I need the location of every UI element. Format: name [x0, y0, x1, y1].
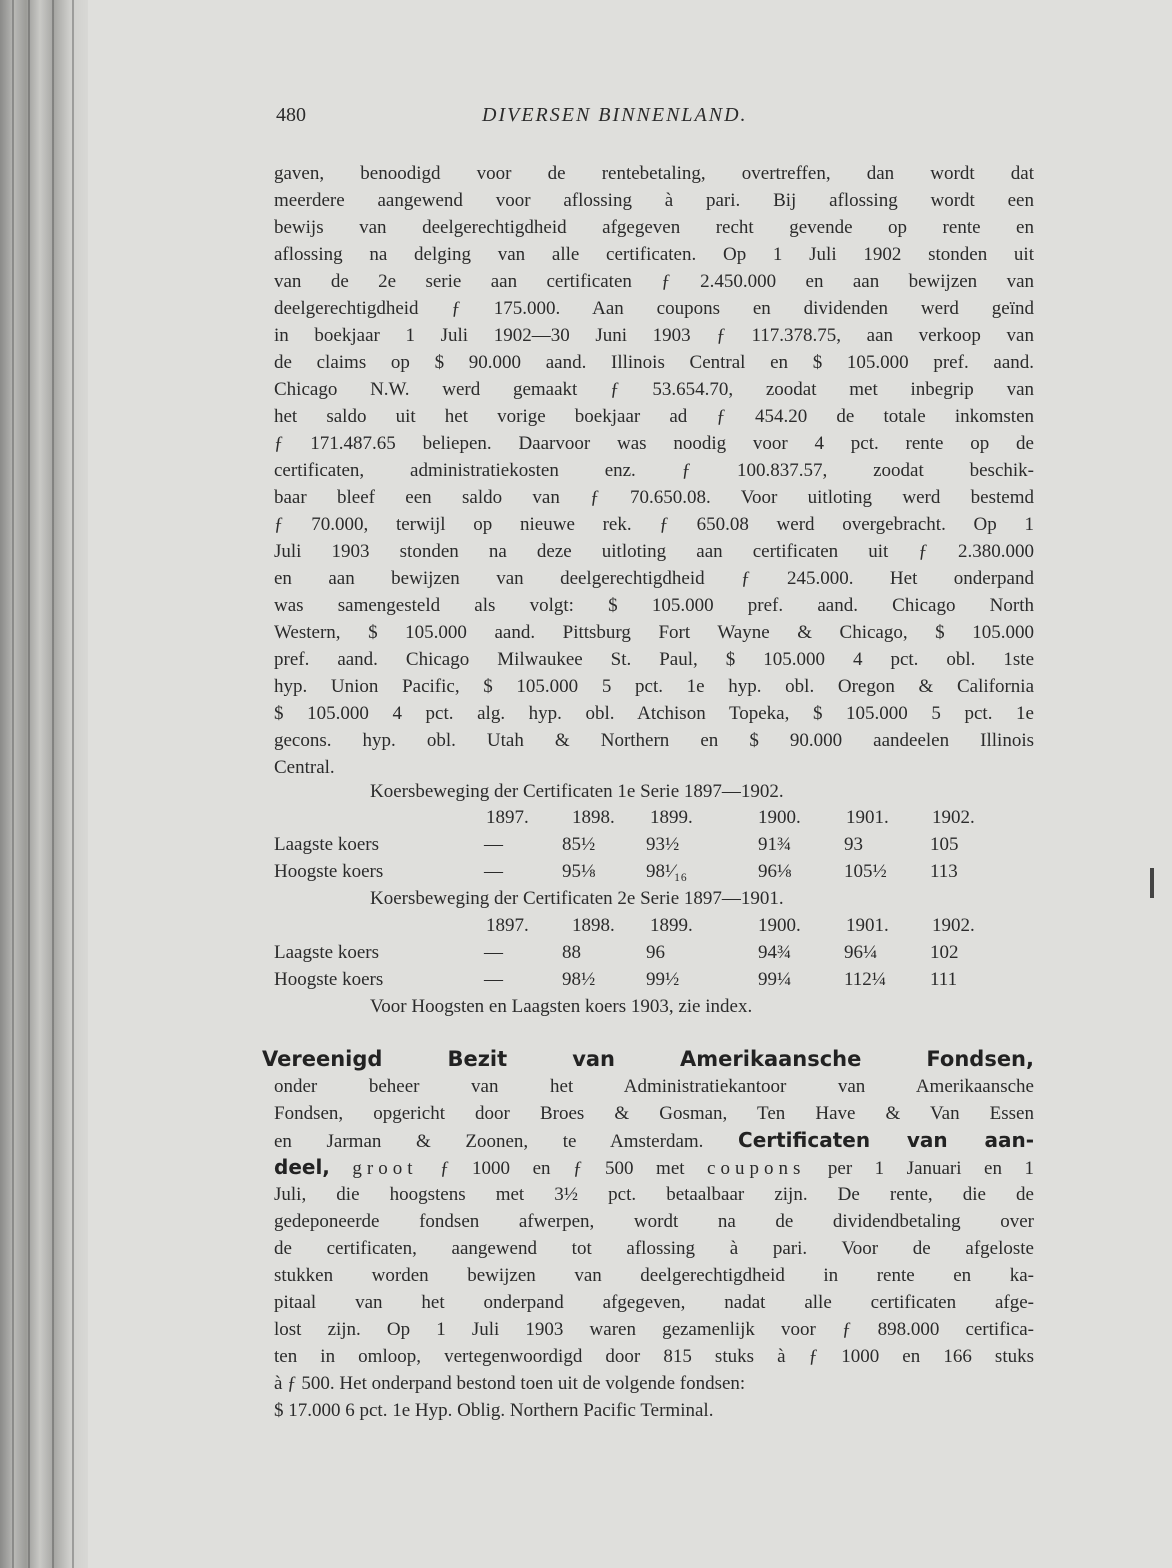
- text-line: was samengesteld als volgt: $ 105.000 pref. aand. Chicago North: [274, 595, 1034, 616]
- text-run: ƒ 1000 en ƒ 500 met: [440, 1158, 685, 1179]
- table-cell: 111: [930, 969, 958, 990]
- text-line: ƒ 171.487.65 beliepen. Daarvoor was noodig voor 4 pct. rente op de: [274, 433, 1034, 454]
- year-cell: 1901.: [846, 915, 889, 936]
- section-heading: Vereenigd Bezit van Amerikaansche Fondsen,: [262, 1047, 1034, 1071]
- text-line: hyp. Union Pacific, $ 105.000 5 pct. 1e hyp. obl. Oregon & California: [274, 676, 1034, 697]
- running-title: DIVERSEN BINNENLAND.: [482, 104, 748, 126]
- binding-line: [12, 0, 14, 1568]
- year-cell: 1899.: [650, 807, 693, 828]
- text-line: aflossing na delging van alle certificaten. Op 1 Juli 1902 stonden uit: [274, 244, 1034, 265]
- table-cell: 96¼: [844, 942, 878, 963]
- table-row: [274, 939, 1034, 966]
- text-line: deelgerechtigdheid ƒ 175.000. Aan coupons en dividenden werd geïnd: [274, 298, 1034, 319]
- binding-line: [52, 0, 54, 1568]
- table-cell: 98¹⁄₁₆: [646, 861, 688, 882]
- book-binding-edge: [0, 0, 88, 1568]
- year-cell: 1901.: [846, 807, 889, 828]
- table-cell: 98½: [562, 969, 596, 990]
- text-line: $ 105.000 4 pct. alg. hyp. obl. Atchison Topeka, $ 105.000 5 pct. 1e: [274, 703, 1034, 724]
- text-line: [274, 1127, 1034, 1154]
- text-line: baar bleef een saldo van ƒ 70.650.08. Voor uitloting werd bestemd: [274, 487, 1034, 508]
- table-cell: 96⅛: [758, 861, 792, 882]
- table-cell: 85½: [562, 834, 596, 855]
- row-label: Laagste koers: [274, 942, 379, 963]
- year-cell: 1897.: [486, 915, 529, 936]
- table-cell: 99½: [646, 969, 680, 990]
- year-cell: 1899.: [650, 915, 693, 936]
- table-year-row: [274, 912, 1034, 939]
- table-year-row: [274, 804, 1034, 831]
- table-cell: 102: [930, 942, 959, 963]
- table-row: [274, 966, 1034, 993]
- row-label: Hoogste koers: [274, 969, 384, 990]
- table-cell: —: [484, 942, 503, 963]
- page-edge-mark: [1150, 868, 1154, 898]
- row-label: Laagste koers: [274, 834, 379, 855]
- text-line: de claims op $ 90.000 aand. Illinois Central en $ 105.000 pref. aand.: [274, 352, 1034, 373]
- year-cell: 1902.: [932, 807, 975, 828]
- binding-line: [28, 0, 30, 1568]
- table-cell: 105: [930, 834, 959, 855]
- table-cell: —: [484, 861, 503, 882]
- page-header: [276, 100, 1036, 134]
- text-run: en Jarman & Zoonen, te Amsterdam.: [274, 1131, 704, 1152]
- text-line: ƒ 70.000, terwijl op nieuwe rek. ƒ 650.08 werd overgebracht. Op 1: [274, 514, 1034, 535]
- text-line: Fondsen, opgericht door Broes & Gosman, Ten Have & Van Essen: [274, 1103, 1034, 1124]
- text-line: Juli, die hoogstens met 3½ pct. betaalbaar zijn. De rente, die de: [274, 1184, 1034, 1205]
- year-cell: 1902.: [932, 915, 975, 936]
- text-line: meerdere aangewend voor aflossing à pari. Bij aflossing wordt een: [274, 190, 1034, 211]
- text-line: à ƒ 500. Het onderpand bestond toen uit de volgende fondsen:: [274, 1373, 746, 1394]
- year-cell: 1898.: [572, 807, 615, 828]
- bold-run: deel,: [274, 1155, 330, 1179]
- year-cell: 1898.: [572, 915, 615, 936]
- bold-run: Certificaten van aan-: [738, 1128, 1034, 1152]
- text-line: Central.: [274, 757, 335, 778]
- page-number: 480: [276, 104, 306, 126]
- table-title: Koersbeweging der Certificaten 1e Serie 1897—1902.: [370, 781, 784, 802]
- table-cell: 93½: [646, 834, 680, 855]
- text-line: Juli 1903 stonden na deze uitloting aan certificaten uit ƒ 2.380.000: [274, 541, 1034, 562]
- text-line: van de 2e serie aan certificaten ƒ 2.450.000 en aan bewijzen van: [274, 271, 1034, 292]
- text-line: gecons. hyp. obl. Utah & Northern en $ 90.000 aandeelen Illinois: [274, 730, 1034, 751]
- table-title: Koersbeweging der Certificaten 2e Serie 1897—1901.: [370, 888, 784, 909]
- index-note: Voor Hoogsten en Laagsten koers 1903, zie index.: [370, 996, 753, 1017]
- text-line: pref. aand. Chicago Milwaukee St. Paul, $ 105.000 4 pct. obl. 1ste: [274, 649, 1034, 670]
- table-cell: 99¼: [758, 969, 792, 990]
- text-line: bewijs van deelgerechtigdheid afgegeven recht gevende op rente en: [274, 217, 1034, 238]
- text-line: gedeponeerde fondsen afwerpen, wordt na de dividendbetaling over: [274, 1211, 1034, 1232]
- year-cell: 1897.: [486, 807, 529, 828]
- table-cell: 95⅛: [562, 861, 596, 882]
- year-cell: 1900.: [758, 915, 801, 936]
- text-run: per 1 Januari en 1: [827, 1158, 1034, 1179]
- text-line: en aan bewijzen van deelgerechtigdheid ƒ 245.000. Het onderpand: [274, 568, 1034, 589]
- table-cell: 93: [844, 834, 863, 855]
- table-row: [274, 858, 1034, 885]
- table-cell: 94¾: [758, 942, 792, 963]
- spaced-run: groot: [352, 1158, 418, 1179]
- binding-line: [72, 0, 74, 1568]
- year-cell: 1900.: [758, 807, 801, 828]
- table-cell: 91¾: [758, 834, 792, 855]
- text-line: in boekjaar 1 Juli 1902—30 Juni 1903 ƒ 117.378.75, aan verkoop van: [274, 325, 1034, 346]
- text-line: de certificaten, aangewend tot aflossing à pari. Voor de afgeloste: [274, 1238, 1034, 1259]
- text-line: Western, $ 105.000 aand. Pittsburg Fort Wayne & Chicago, $ 105.000: [274, 622, 1034, 643]
- text-line: gaven, benoodigd voor de rentebetaling, overtreffen, dan wordt dat: [274, 163, 1034, 184]
- table-row: [274, 831, 1034, 858]
- text-line: lost zijn. Op 1 Juli 1903 waren gezamenlijk voor ƒ 898.000 certifica-: [274, 1319, 1034, 1340]
- table-cell: 113: [930, 861, 958, 882]
- text-line: stukken worden bewijzen van deelgerechtigdheid in rente en ka-: [274, 1265, 1034, 1286]
- table-cell: 88: [562, 942, 581, 963]
- table-cell: 112¼: [844, 969, 887, 990]
- table-cell: —: [484, 969, 503, 990]
- text-line: certificaten, administratiekosten enz. ƒ 100.837.57, zoodat beschik-: [274, 460, 1034, 481]
- text-line: onder beheer van het Administratiekantoor van Amerikaansche: [274, 1076, 1034, 1097]
- table-cell: —: [484, 834, 503, 855]
- table-cell: 96: [646, 942, 665, 963]
- text-line: pitaal van het onderpand afgegeven, nadat alle certificaten afge-: [274, 1292, 1034, 1313]
- text-line: Chicago N.W. werd gemaakt ƒ 53.654.70, zoodat met inbegrip van: [274, 379, 1034, 400]
- table-cell: 105½: [844, 861, 887, 882]
- text-line: ten in omloop, vertegenwoordigd door 815 stuks à ƒ 1000 en 166 stuks: [274, 1346, 1034, 1367]
- spaced-run: coupons: [707, 1158, 806, 1179]
- text-line: $ 17.000 6 pct. 1e Hyp. Oblig. Northern Pacific Terminal.: [274, 1400, 714, 1421]
- text-line: [274, 1154, 1034, 1181]
- row-label: Hoogste koers: [274, 861, 384, 882]
- text-line: het saldo uit het vorige boekjaar ad ƒ 454.20 de totale inkomsten: [274, 406, 1034, 427]
